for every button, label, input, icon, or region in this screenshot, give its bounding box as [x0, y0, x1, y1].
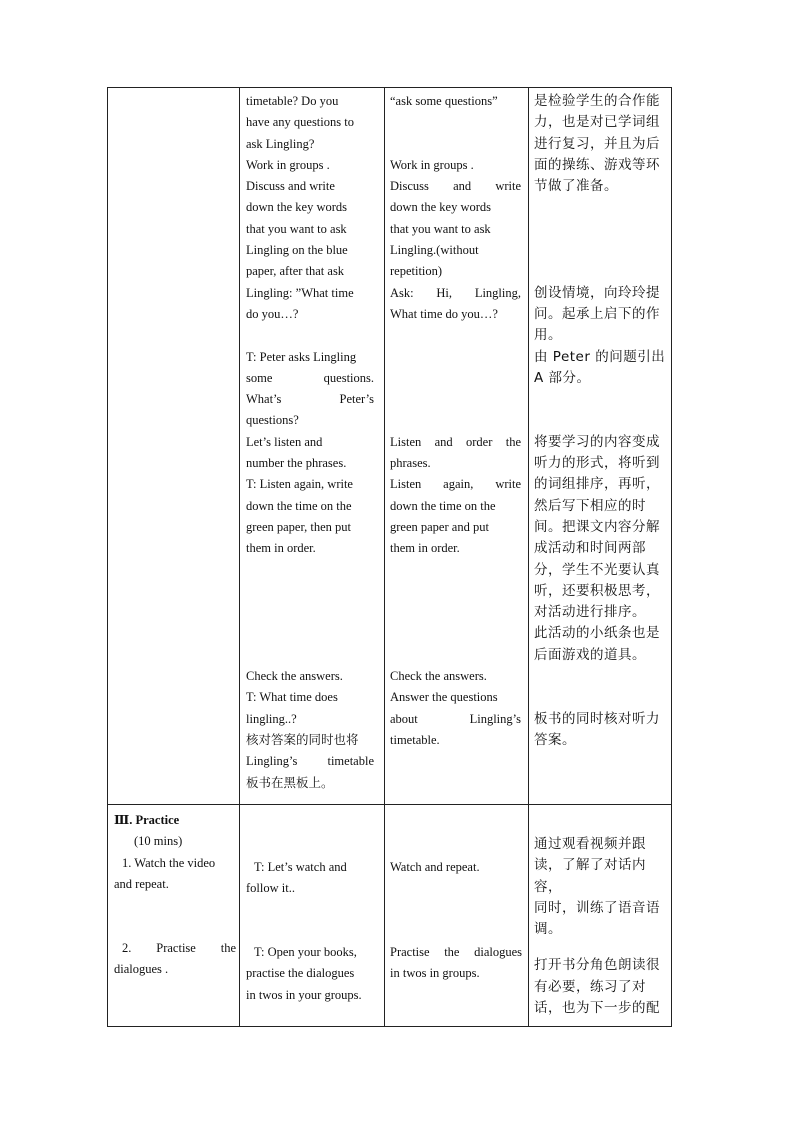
- teacher-line: T: Open your books,: [254, 945, 357, 960]
- purpose-line: 板书的同时核对听力: [534, 710, 660, 727]
- purpose-line: 容，: [534, 878, 562, 895]
- teacher-line: follow it..: [246, 881, 295, 896]
- student-line: [390, 134, 521, 155]
- teacher-line: Lingling’s timetable: [246, 754, 374, 769]
- teacher-line: in twos in your groups.: [246, 987, 362, 1002]
- teacher-line: green paper, then put: [246, 519, 352, 534]
- student-line: Check the answers.: [390, 669, 487, 684]
- purpose-line: 分，学生不光要认真: [534, 561, 660, 578]
- purpose-line: 同时，训练了语音语: [534, 899, 660, 916]
- student-line: Work in groups .: [390, 157, 474, 172]
- purpose-line: [534, 219, 668, 240]
- student-line: Discuss and write: [390, 179, 521, 194]
- purpose-line: 此活动的小纸条也是: [534, 625, 660, 642]
- teacher-activity-cell: [246, 91, 374, 794]
- student-line: Lingling.(without: [390, 243, 479, 258]
- student-line: [390, 581, 521, 602]
- student-line: [390, 623, 521, 644]
- student-line: repetition): [390, 264, 443, 279]
- teacher-line: number the phrases.: [246, 456, 347, 471]
- purpose-line: 创设情境，向玲玲提: [534, 284, 660, 301]
- purpose-line: 答案。: [534, 731, 576, 748]
- column-divider: [239, 88, 240, 1026]
- purpose-line: 打开书分角色朗读很: [534, 957, 660, 974]
- purpose-line: 由 Peter 的问题引出: [534, 348, 666, 365]
- purpose-line: [534, 666, 668, 687]
- purpose-line: 对活动进行排序。: [534, 604, 646, 621]
- teacher-line: do you…?: [246, 306, 299, 321]
- teacher-line: 核对答案的同时也将: [246, 732, 359, 747]
- teacher-line: down the time on the: [246, 498, 352, 513]
- purpose-line: 通过观看视频并跟: [534, 836, 646, 852]
- student-line: green paper and put: [390, 519, 489, 534]
- purpose-line: [534, 197, 668, 218]
- student-line: [390, 602, 521, 623]
- teacher-line: Work in groups .: [246, 157, 330, 172]
- student-line: down the time on the: [390, 498, 496, 513]
- teacher-line: [246, 581, 374, 602]
- purpose-line: 成活动和时间两部: [534, 540, 646, 557]
- purpose-line: 后面游戏的道具。: [534, 646, 646, 663]
- student-line: What time do you…?: [390, 306, 498, 321]
- student-line: in twos in groups.: [390, 966, 480, 981]
- teacher-line: [246, 623, 374, 644]
- teacher-line: T: Let’s watch and: [254, 860, 347, 874]
- purpose-line: 听力的形式，将听到: [534, 455, 660, 472]
- step-1-text: and repeat.: [114, 876, 169, 891]
- teacher-line: [246, 602, 374, 623]
- student-line: phrases.: [390, 456, 431, 471]
- student-line: that you want to ask: [390, 221, 491, 236]
- teacher-line: timetable? Do you: [246, 94, 339, 108]
- purpose-line: [534, 687, 668, 708]
- purpose-line: A 部分。: [534, 369, 591, 386]
- purpose-line: [534, 410, 668, 431]
- student-line: Watch and repeat.: [390, 860, 480, 874]
- student-activity-cell: [390, 91, 521, 751]
- student-line: [390, 325, 521, 346]
- purpose-line: [534, 389, 668, 410]
- student-line: them in order.: [390, 541, 460, 556]
- student-line: [390, 560, 521, 581]
- purpose-line: 话，也为下一步的配: [534, 1000, 660, 1017]
- purpose-cell: [534, 91, 668, 751]
- purpose-line: 听，还要积极思考，: [534, 582, 660, 599]
- student-line: about Lingling’s: [390, 711, 521, 726]
- purpose-line: 是检验学生的合作能: [534, 93, 660, 109]
- teacher-line: down the key words: [246, 200, 348, 215]
- step-2-text: dialogues .: [114, 962, 169, 977]
- purpose-line: 进行复习，并且为后: [534, 135, 660, 152]
- student-line: down the key words: [390, 200, 492, 215]
- lesson-plan-table: [107, 87, 672, 1027]
- teacher-line: [246, 645, 374, 666]
- step-1-text: 1. Watch the video: [122, 855, 216, 870]
- purpose-line: 面的操练、游戏等环: [534, 156, 660, 173]
- teacher-line: What’s Peter’s: [246, 392, 374, 407]
- column-divider: [528, 88, 529, 1026]
- teacher-line: Let’s listen and: [246, 434, 323, 449]
- purpose-line: 有必要，练习了对: [534, 978, 646, 995]
- student-line: timetable.: [390, 732, 440, 747]
- student-line: Ask: Hi, Lingling,: [390, 285, 521, 300]
- purpose-line: 将要学习的内容变成: [534, 433, 660, 450]
- section-heading: Ⅲ. Practice: [114, 813, 180, 827]
- teacher-line: questions?: [246, 413, 299, 428]
- teacher-line: that you want to ask: [246, 221, 347, 236]
- student-line: [390, 645, 521, 666]
- teacher-line: T: Peter asks Lingling: [246, 349, 357, 364]
- student-line: [390, 368, 521, 389]
- purpose-line: 调。: [534, 921, 562, 938]
- purpose-line: [534, 240, 668, 261]
- purpose-line: 的词组排序，再听，: [534, 476, 660, 493]
- student-line: [390, 112, 521, 133]
- column-divider: [384, 88, 385, 1026]
- teacher-line: have any questions to: [246, 115, 354, 130]
- purpose-line: 然后写下相应的时: [534, 497, 646, 514]
- teacher-line: Discuss and write: [246, 179, 335, 194]
- student-activity-cell: [390, 857, 522, 985]
- practice-step-cell: [114, 810, 236, 980]
- teacher-line: Lingling on the blue: [246, 243, 348, 258]
- teacher-line: [246, 560, 374, 581]
- student-line: Listen again, write: [390, 477, 521, 492]
- purpose-line: 力，也是对已学词组: [534, 114, 660, 131]
- purpose-line: 读，了解了对话内: [534, 857, 646, 874]
- purpose-line: 问。起承上启下的作: [534, 305, 660, 322]
- teacher-line: them in order.: [246, 541, 316, 556]
- teacher-line: lingling..?: [246, 711, 297, 726]
- teacher-line: 板书在黑板上。: [246, 775, 334, 790]
- student-line: “ask some questions”: [390, 94, 498, 108]
- student-line: [390, 347, 521, 368]
- step-2-text: 2. Practise the: [122, 940, 236, 955]
- teacher-line: T: Listen again, write: [246, 477, 353, 492]
- duration-label: (10 mins): [134, 834, 183, 849]
- purpose-line: [534, 261, 668, 282]
- teacher-line: [246, 325, 374, 346]
- teacher-activity-cell: [246, 857, 378, 1006]
- row-divider: [108, 804, 671, 805]
- purpose-line: 节做了准备。: [534, 178, 618, 195]
- student-line: Answer the questions: [390, 690, 498, 705]
- purpose-line: 用。: [534, 327, 562, 344]
- student-line: [390, 410, 521, 431]
- student-line: Listen and order the: [390, 434, 521, 449]
- teacher-line: Check the answers.: [246, 669, 343, 684]
- student-line: [390, 389, 521, 410]
- purpose-line: 间。把课文内容分解: [534, 518, 660, 535]
- teacher-line: paper, after that ask: [246, 264, 345, 279]
- teacher-line: some questions.: [246, 370, 374, 385]
- teacher-line: T: What time does: [246, 690, 338, 705]
- teacher-line: practise the dialogues: [246, 966, 355, 981]
- purpose-cell: [534, 834, 668, 1019]
- student-line: Practise the dialogues: [390, 945, 522, 960]
- teacher-line: Lingling: ”What time: [246, 285, 354, 300]
- teacher-line: ask Lingling?: [246, 136, 315, 151]
